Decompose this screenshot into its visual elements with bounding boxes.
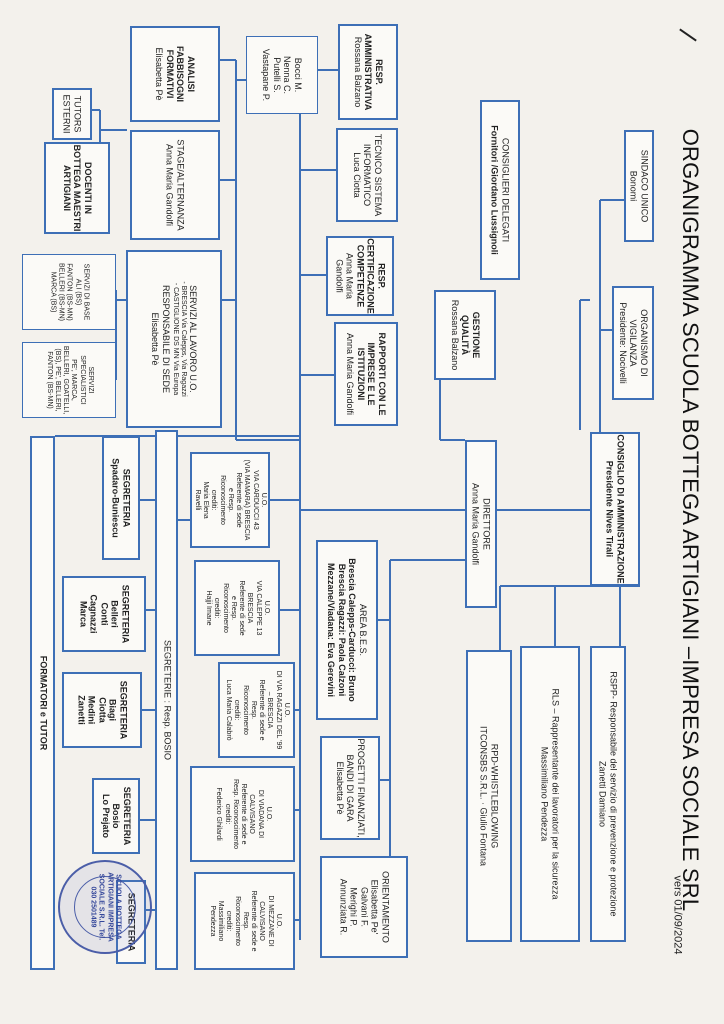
node-title: SEGRETERIA xyxy=(126,892,137,952)
node-uo4 xyxy=(190,766,295,862)
node-line: Resp. xyxy=(241,911,249,931)
node-line: Ciotta xyxy=(97,697,108,723)
node-sub: Presidente Nives Tirali xyxy=(605,460,615,558)
node-sub: Zanetti Damiano xyxy=(598,760,608,828)
staff-line: Bocci M. xyxy=(293,57,304,93)
node-line: DI VIA RAGAZZI DEL '99 xyxy=(274,670,282,750)
node-line: Maria Elena xyxy=(202,481,210,519)
node-line: DI MEZZANE DI xyxy=(266,895,274,947)
node-line: Resp. xyxy=(249,700,257,720)
node-title: RSPP- Responsabile del servizio di prevenzione e protezione xyxy=(608,671,619,917)
node-title: CONSIGLIERI DELEGATI xyxy=(500,137,511,243)
node-title: SINDACO UNICO xyxy=(639,149,650,223)
node-line: Merighi P. xyxy=(348,887,359,927)
node-line: Massimiliano xyxy=(216,900,224,942)
node-title: RLS – Rappresentante dei lavoratori per la sicurezza xyxy=(550,688,561,900)
node-seg3 xyxy=(62,672,142,748)
node-segreterie xyxy=(155,430,178,970)
node-title: SERVIZI DI BASE xyxy=(82,263,90,321)
node-title: SERVIZI SPECIALISTICI xyxy=(78,355,94,405)
node-seg1 xyxy=(102,436,140,560)
node-line: ALI (BS) xyxy=(74,278,82,306)
staff-line: Nenna C. xyxy=(282,55,293,95)
node-seg2 xyxy=(62,576,146,652)
node-sub: Elisabetta Pè xyxy=(334,761,345,815)
node-title: U.O. xyxy=(282,702,290,718)
node-line: Medini xyxy=(86,695,97,725)
page-title: ORGANIGRAMMA SCUOLA BOTTEGA ARTIGIANI –IMPRESA SOCIALE SRL xyxy=(677,128,703,912)
node-title: ANALISI FABBISOGNI FORMATIVI xyxy=(165,45,197,102)
node-consiglieri xyxy=(480,100,520,280)
node-line: Resp. Riconoscimento xyxy=(231,778,239,850)
node-line: Riconoscimento xyxy=(218,475,226,525)
node-sub: Presidente: Nocivelli xyxy=(617,302,628,384)
node-sub: Anna Maria Gandolfi xyxy=(334,252,355,300)
node-line: Pendezza xyxy=(208,905,216,937)
node-rapporti xyxy=(334,322,398,426)
node-title: RPD-WHISTLEBLOWING xyxy=(489,743,500,849)
node-line: Galvani F. xyxy=(359,886,370,928)
node-line: Federico Ghilardi xyxy=(214,787,222,841)
node-line: Spadaro-Buniescu xyxy=(111,458,121,538)
version-label: vers 01/09/2024 xyxy=(671,875,684,955)
node-line: MARCA (BS) xyxy=(49,271,57,313)
node-direttore xyxy=(465,440,497,608)
node-rpd xyxy=(466,650,512,942)
node-title: U.O. xyxy=(260,492,268,508)
node-gestione xyxy=(434,290,496,380)
node-line: Biagi xyxy=(107,698,118,721)
node-title: STAGE/ALTERNANZA xyxy=(175,139,186,231)
node-sub: Anna Maria Gandolfi xyxy=(345,332,356,416)
node-title: SEGRETERIE : Resp. BOSIO xyxy=(161,639,172,761)
node-sub: Elisabetta Pè xyxy=(154,47,165,101)
node-uo1 xyxy=(190,452,270,548)
node-progetti xyxy=(320,736,380,840)
node-line: Referente di sede e xyxy=(239,783,247,845)
node-line: Referente di sede xyxy=(238,580,246,636)
node-title: TECNICO SISTEMA INFORMATICO xyxy=(362,133,383,217)
node-sub: Rossana Balzano xyxy=(449,299,460,371)
node-line: DI VIADANA DI xyxy=(256,789,264,839)
node-title: RESP. AMMINISTRATIVA xyxy=(363,33,384,111)
page-title-block xyxy=(660,70,720,970)
node-line: VIA CARDUCCI 43 xyxy=(251,470,259,530)
node-line: BELLERI, GOATELLI, xyxy=(62,345,69,415)
node-line: Brescia Calepps-Carducci: Bruno xyxy=(347,558,358,702)
node-line: BRESCIA xyxy=(246,592,254,624)
node-tutors xyxy=(52,88,92,140)
node-line: – BRESCIA xyxy=(266,691,273,729)
node-sub: ITCONSBS S.R.L. · Giulio Fontana xyxy=(479,725,489,867)
node-amm-staff xyxy=(246,36,318,114)
node-title: ORGANISMO DI VIGILANZA xyxy=(628,309,649,377)
node-line: Conti xyxy=(99,602,110,626)
node-line: BELLERI (BS-MN) xyxy=(57,263,65,321)
node-uo3 xyxy=(218,662,295,758)
node-area-bes xyxy=(316,540,378,720)
node-rspp xyxy=(590,646,626,942)
node-sub: Massimiliano Pendezza xyxy=(540,746,550,842)
node-title: AREA B.E.S. xyxy=(358,603,369,657)
node-sub: Anna Maria Gandolfi xyxy=(165,143,175,227)
node-sub: Rossana Balzano xyxy=(352,36,363,108)
node-line: FANTON (BS-MN) xyxy=(66,263,74,321)
node-docenti xyxy=(44,142,110,234)
node-title: FORMATORI e TUTOR xyxy=(37,655,48,751)
node-line: crediti: xyxy=(225,910,233,932)
node-title: SEGRETERIA xyxy=(120,584,131,644)
node-line: Ravelli xyxy=(194,489,202,511)
staff-line: Vastapane P. xyxy=(261,48,272,102)
node-uo5 xyxy=(194,872,295,970)
node-line: e Resp. xyxy=(230,595,237,621)
node-formatori xyxy=(30,436,55,970)
node-title: ORIENTAMENTO xyxy=(380,871,391,943)
node-line: Referente di sede xyxy=(235,472,243,528)
node-line: Elisabetta Pè xyxy=(150,312,161,366)
node-sub: Anna Maria Gandolfi xyxy=(471,482,481,566)
node-line: RESPONSABILE DI SEDE xyxy=(161,284,172,394)
node-title: SEGRETERIA xyxy=(121,786,132,846)
node-line: Marca xyxy=(78,600,89,627)
node-title: RESP. CERTIFICAZIONE COMPETENZE xyxy=(355,238,387,314)
node-line: Referente di sede e xyxy=(249,890,257,952)
node-title: U.O. xyxy=(274,913,282,929)
node-line: Zanetti xyxy=(76,695,87,725)
node-line: - CASTIGLIONE DS MN Via Europa xyxy=(172,282,180,396)
node-cert xyxy=(326,236,394,316)
node-line: (VIA MAMARA) BRESCIA xyxy=(243,459,251,541)
node-line: Cagnazzi xyxy=(88,594,99,634)
node-title: GESTIONE QUALITÀ xyxy=(460,311,481,359)
node-uo2 xyxy=(194,560,280,656)
node-servizi-spec xyxy=(22,342,116,418)
node-line: Annunziata R. xyxy=(338,878,349,936)
node-title: DIRETTORE xyxy=(481,498,492,550)
node-sub: Bonomi xyxy=(629,170,639,202)
node-title: U.O. xyxy=(264,806,272,822)
node-line: PE', MARCA, xyxy=(70,359,78,401)
node-sindaco xyxy=(624,130,654,242)
node-line: Hajji Imane xyxy=(205,590,213,626)
company-stamp xyxy=(58,860,152,954)
node-title: SEGRETERIA xyxy=(121,468,132,528)
node-line: Elisabetta Pe' xyxy=(369,879,380,935)
node-line: Riconoscimento xyxy=(241,685,249,735)
node-title: U.O. xyxy=(263,600,270,616)
node-line: - BRESCIA Via Calepps, Via Ragazzi xyxy=(180,281,188,397)
node-servizi-base xyxy=(22,254,116,330)
node-line: Belleri xyxy=(109,600,120,628)
node-line: crediti: xyxy=(213,597,221,619)
node-line: Lo Prejato xyxy=(100,793,111,838)
node-title: TUTORS ESTERNI xyxy=(62,94,83,134)
node-analisi xyxy=(130,26,220,122)
node-title: RAPPORTI CON LE IMPRESE E LE ISTITUZIONI xyxy=(356,332,388,416)
node-line: Brescia Ragazzi: Paola Calzoni xyxy=(337,563,347,697)
node-line: FANTON (BS-MN) xyxy=(45,351,53,409)
node-orientamento xyxy=(320,856,408,958)
node-line: Riconoscimento xyxy=(221,583,229,633)
node-line: Bosio xyxy=(111,803,122,829)
node-title: CONSIGLIO DI AMMINISTRAZIONE xyxy=(615,434,626,584)
node-seg4 xyxy=(92,778,140,854)
node-title: DOCENTI IN BOTTEGA MAESTRI ARTIGIANI xyxy=(61,144,93,232)
node-cda xyxy=(590,432,640,586)
node-line: crediti: xyxy=(223,803,231,825)
node-sub: Fornitori /Giordano Lussignoli xyxy=(490,125,500,255)
node-title: SERVIZI AL LAVORO U.O. xyxy=(188,285,199,393)
node-line: crediti: xyxy=(210,489,218,511)
node-title: PROGETTI FINANZIATI, BANDI DI GARA xyxy=(345,738,366,838)
staff-line: Putelli S. xyxy=(272,57,282,93)
node-resp-amm xyxy=(338,24,398,120)
node-line: (BS), PE', BELLERI, xyxy=(53,348,61,412)
node-sub: Luca Ciotta xyxy=(351,152,362,198)
node-odv xyxy=(612,286,654,400)
node-stage xyxy=(130,130,220,240)
node-line: VIA CALEPPE 13 xyxy=(254,580,262,636)
node-line: crediti: xyxy=(233,699,240,721)
node-line: CALVISANO xyxy=(247,794,255,834)
node-line: Riconoscimento xyxy=(233,896,241,946)
node-line: Mezzane/Viadana: Eva Gerevini xyxy=(326,563,337,697)
node-line: CALVISANO xyxy=(258,901,266,941)
node-servizi-lavoro xyxy=(126,250,222,428)
node-rls xyxy=(520,646,580,942)
node-line: e Resp. xyxy=(227,487,235,513)
stamp-text: SCUOLA BOTTEGA ARTIGIANI IMPRESA SOCIALE S.R.L. Tel. 030 2501489 xyxy=(89,872,122,942)
node-title: SEGRETERIA xyxy=(118,680,129,740)
node-tecnico xyxy=(336,128,398,222)
version-block xyxy=(662,870,692,960)
node-line: Referente di sede e xyxy=(257,679,265,741)
node-line: Luca Maria Calabrò xyxy=(224,679,232,741)
